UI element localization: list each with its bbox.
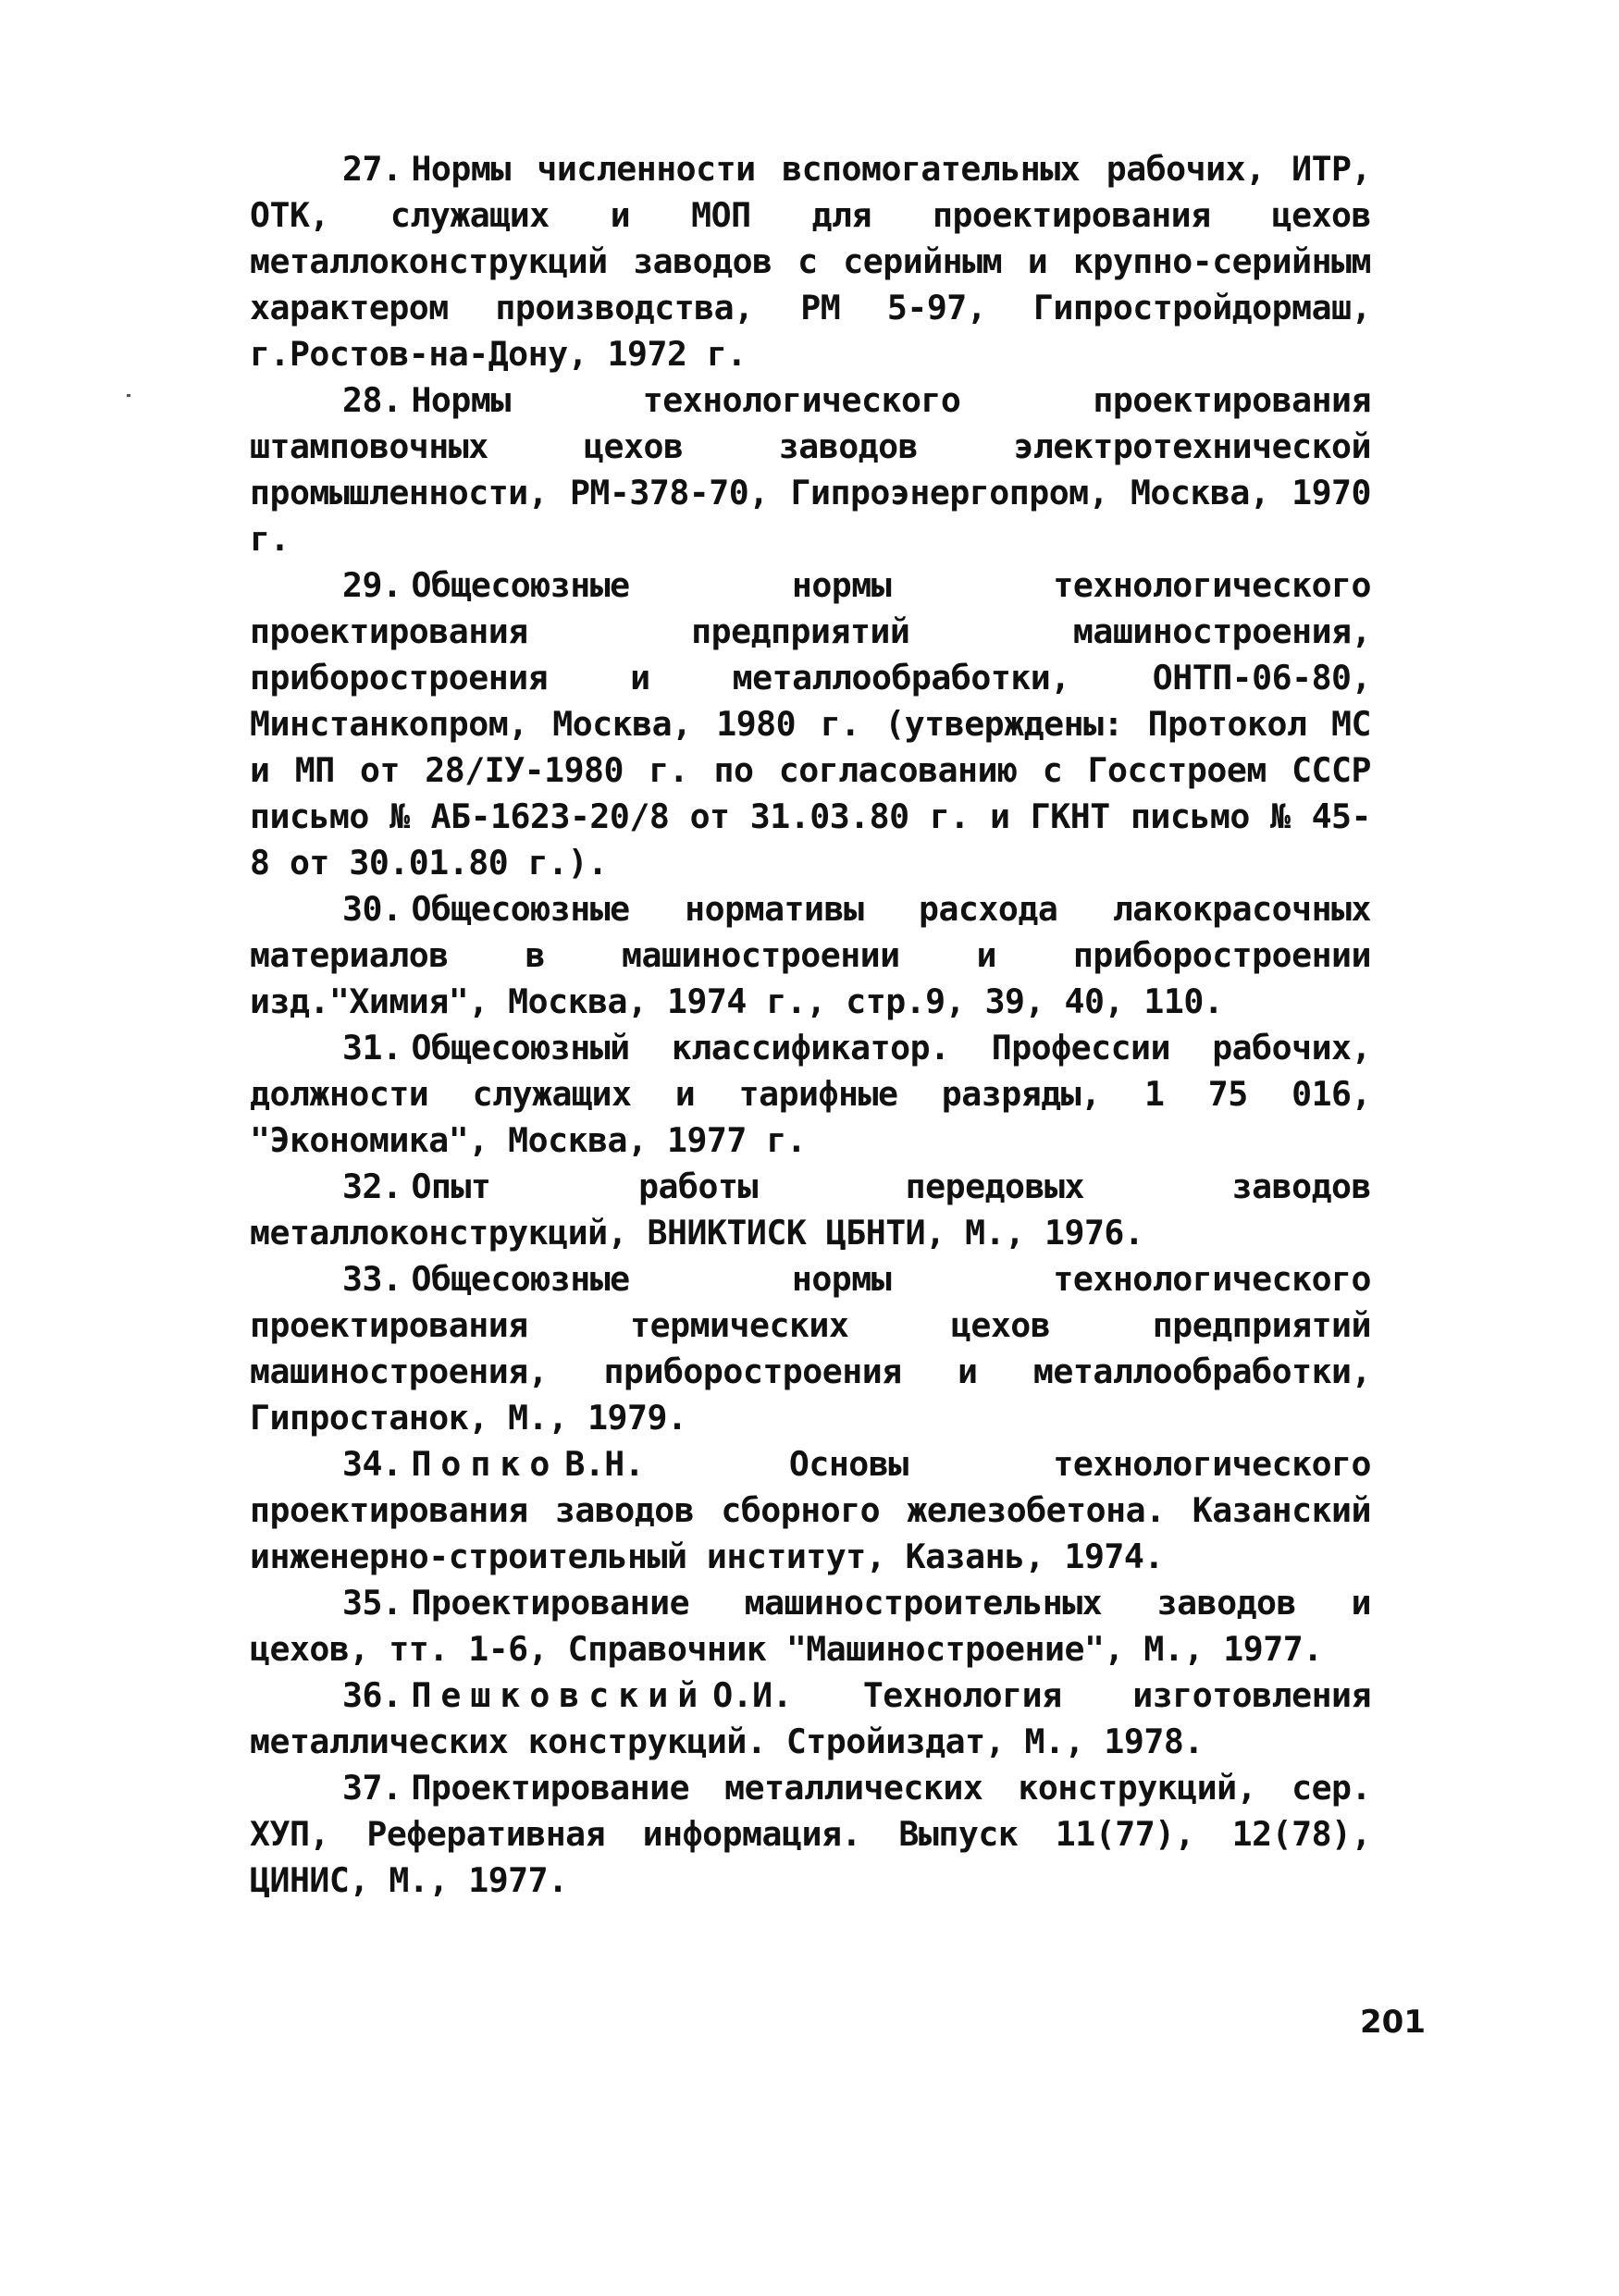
reference-item-31 — [250, 1025, 1371, 1164]
reference-number: 32. — [342, 1167, 402, 1206]
reference-text: Проектирование машиностроительных заводов и цехов, тт. 1-6, Справочник "Машиностроение", М., 1977. — [250, 1583, 1371, 1669]
page-number: 201 — [1360, 2004, 1426, 2041]
reference-number: 36. — [342, 1675, 402, 1715]
reference-text: Общесоюзные нормативы расхода лакокрасочных материалов в машиностроении и приборостроении изд."Химия", Москва, 1974 г., стр.9, 39, 40, 110. — [250, 889, 1371, 1021]
reference-text: Опыт работы передовых заводов металлоконструкций, ВНИКТИСК ЦБНТИ, М., 1976. — [250, 1167, 1371, 1253]
reference-item-37 — [250, 1765, 1371, 1904]
reference-item-33 — [250, 1256, 1371, 1441]
reference-author: Пешковский — [411, 1675, 708, 1715]
reference-number: 34. — [342, 1444, 402, 1484]
reference-item-36 — [250, 1673, 1371, 1765]
reference-text: Общесоюзные нормы технологического проектирования термических цехов предприятий машиностроения, приборостроения и металлообработки, Гипростанок, М., 1979. — [250, 1259, 1371, 1438]
reference-item-29 — [250, 562, 1371, 886]
reference-item-30 — [250, 886, 1371, 1025]
reference-author: Попко — [411, 1444, 560, 1484]
reference-text: В.Н. Основы технологического проектирования заводов сборного железобетона. Казанский инженерно-строительный институт, Казань, 1974. — [250, 1444, 1371, 1576]
reference-number: 30. — [342, 889, 402, 929]
reference-number: 37. — [342, 1768, 402, 1808]
scan-speck — [127, 394, 130, 397]
reference-item-27 — [250, 146, 1371, 377]
reference-list — [250, 146, 1371, 1904]
reference-text: О.И. Технология изготовления металлических конструкций. Стройиздат, М., 1978. — [250, 1675, 1371, 1761]
reference-number: 27. — [342, 149, 402, 189]
reference-number: 33. — [342, 1259, 402, 1299]
reference-number: 35. — [342, 1583, 402, 1623]
reference-text: Нормы технологического проектирования штамповочных цехов заводов электротехнической промышленности, РМ-378-70, Гипроэнергопром, Москва, 1970 г. — [250, 380, 1371, 559]
reference-item-32 — [250, 1164, 1371, 1256]
reference-number: 28. — [342, 380, 402, 420]
reference-text: Нормы численности вспомогательных рабочих, ИТР, ОТК, служащих и МОП для проектирования цехов металлоконструкций заводов с серийным и крупно-серийным характером производства, РМ 5-97, Гипростройдормаш, г.Ростов-на-Дону, 1972 г. — [250, 149, 1371, 374]
reference-text: Общесоюзные нормы технологического проектирования предприятий машиностроения, приборостроения и металлообработки, ОНТП-06-80, Минстанкопром, Москва, 1980 г. (утверждены: Протокол МС и МП от 28/IУ-1980 г. по согласованию с Госстроем СССР письмо № АБ-1623-20/8 от 31.03.80 г. и ГКНТ письмо № 45-8 от 30.01.80 г.). — [250, 565, 1371, 883]
reference-number: 29. — [342, 565, 402, 605]
reference-item-34 — [250, 1441, 1371, 1580]
reference-text: Общесоюзный классификатор. Профессии рабочих, должности служащих и тарифные разряды, 1 75 016, "Экономика", Москва, 1977 г. — [250, 1028, 1371, 1160]
reference-text: Проектирование металлических конструкций, сер. ХУП, Реферативная информация. Выпуск 11(77), 12(78), ЦИНИС, М., 1977. — [250, 1768, 1371, 1900]
reference-number: 31. — [342, 1028, 402, 1068]
reference-item-35 — [250, 1580, 1371, 1673]
reference-item-28 — [250, 377, 1371, 562]
